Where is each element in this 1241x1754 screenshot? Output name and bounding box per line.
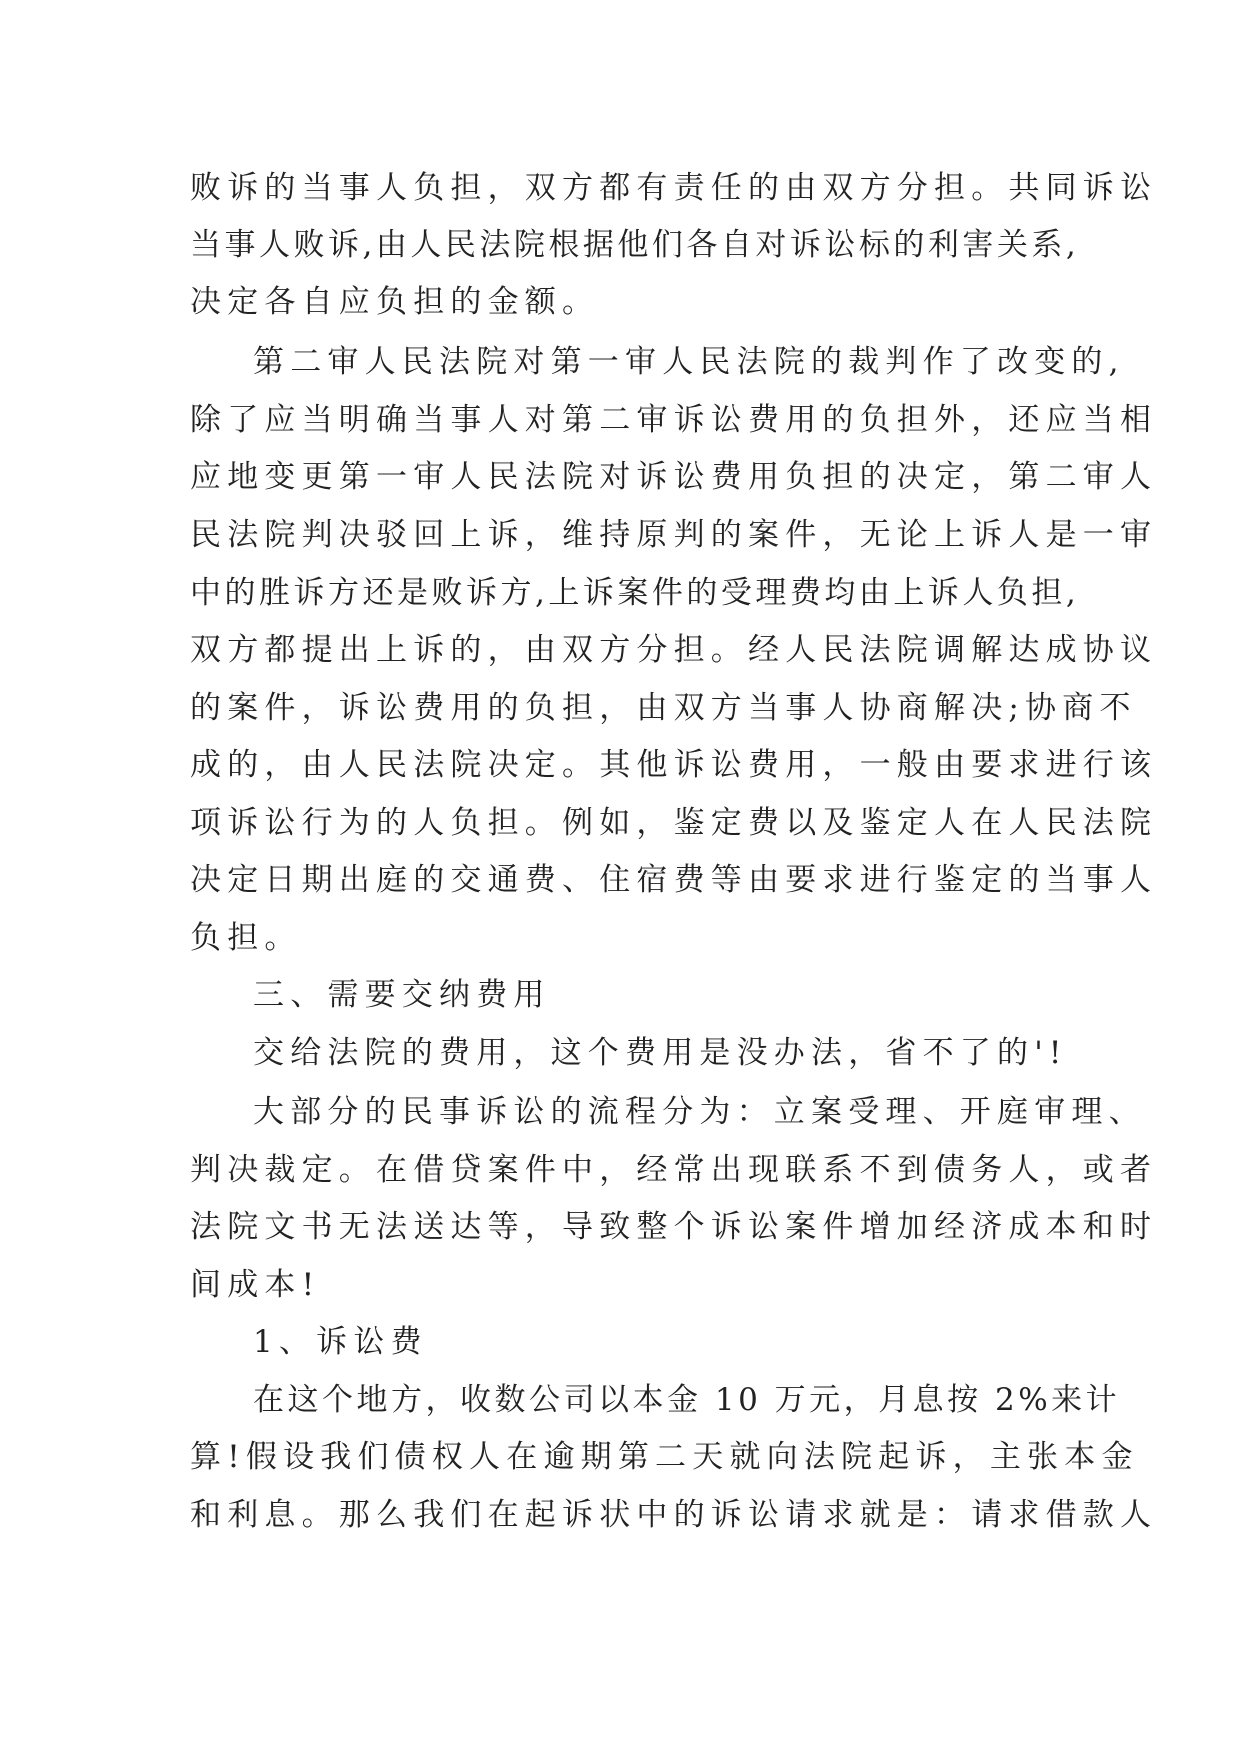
text-line: 判决裁定。在借贷案件中，经常出现联系不到债务人，或者: [190, 1152, 1158, 1188]
text-line: 和利息。那么我们在起诉状中的诉讼请求就是：请求借款人: [190, 1497, 1158, 1533]
text-line: 成的，由人民法院决定。其他诉讼费用，一般由要求进行该: [190, 747, 1158, 783]
text-line: 法院文书无法送达等，导致整个诉讼案件增加经济成本和时: [190, 1209, 1158, 1245]
text-line: 民法院判决驳回上诉，维持原判的案件，无论上诉人是一审: [190, 517, 1158, 553]
subsection-heading: 1、诉讼费: [253, 1324, 428, 1360]
text-line: 的案件，诉讼费用的负担，由双方当事人协商解决;协商不: [190, 690, 1137, 726]
text-line: 算!假设我们债权人在逾期第二天就向法院起诉，主张本金: [190, 1439, 1139, 1475]
text-line: 中的胜诉方还是败诉方,上诉案件的受理费均由上诉人负担,: [190, 575, 1080, 611]
text-line: 间成本!: [190, 1267, 321, 1303]
section-heading: 三、需要交纳费用: [253, 977, 551, 1013]
text-line: 双方都提出上诉的，由双方分担。经人民法院调解达成协议: [190, 632, 1158, 668]
text-line: 败诉的当事人负担，双方都有责任的由双方分担。共同诉讼: [190, 170, 1158, 206]
text-line: 交给法院的费用，这个费用是没办法，省不了的'!: [253, 1035, 1068, 1071]
text-line: 项诉讼行为的人负担。例如，鉴定费以及鉴定人在人民法院: [190, 805, 1158, 841]
text-line: 第二审人民法院对第一审人民法院的裁判作了改变的,: [253, 344, 1125, 380]
text-line: 除了应当明确当事人对第二审诉讼费用的负担外，还应当相: [190, 402, 1158, 438]
text-line: 大部分的民事诉讼的流程分为：立案受理、开庭审理、: [253, 1094, 1146, 1130]
text-line: 负担。: [190, 920, 302, 956]
text-line: 决定各自应负担的金额。: [190, 284, 600, 320]
text-line: 当事人败诉,由人民法院根据他们各自对诉讼标的利害关系,: [190, 227, 1080, 263]
text-line: 决定日期出庭的交通费、住宿费等由要求进行鉴定的当事人: [190, 862, 1158, 898]
text-line: 应地变更第一审人民法院对诉讼费用负担的决定，第二审人: [190, 459, 1158, 495]
text-line: 在这个地方，收数公司以本金 10 万元，月息按 2%来计: [253, 1382, 1121, 1418]
